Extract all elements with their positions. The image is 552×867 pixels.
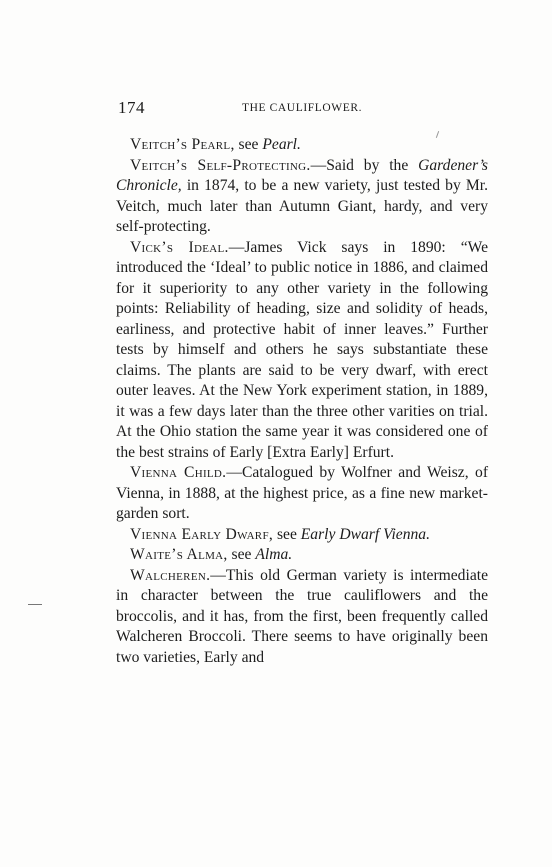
entry-text: see	[227, 546, 256, 563]
body-text	[116, 135, 488, 668]
entry-term: Vienna Early Dwarf,	[130, 525, 274, 543]
entry-vienna-early-dwarf	[116, 525, 488, 546]
entry-veitchs-pearl	[116, 135, 488, 156]
running-head: THE CAULIFLOWER.	[242, 102, 363, 114]
entry-waites-alma	[116, 545, 488, 566]
entry-vienna-child	[116, 463, 488, 525]
entry-text: —Said by the	[310, 156, 419, 174]
italic-reference: Pearl.	[262, 136, 301, 153]
entry-text: see	[273, 525, 301, 543]
italic-reference: Early Dwarf Vienna.	[300, 525, 430, 543]
entry-text: —James Vick says in 1890: “We introduced the ‘Ideal’ to public notice in 1886, and claimed for it superiority to any other variety in the following points: Reliability of heading, size and solidity of heads, earliness, and protective habit of inner leaves.” Further tests by himself and others he says substantiate these claims. The plants are said to be very dwarf, with erect outer leaves. At the New York experiment station, in 1889, it was a few days later than the three other varities on trial. At the Ohio station the same year it was considered one of the best strains of Early [Extra Early] Erfurt.	[116, 238, 488, 461]
entry-veitchs-self-protecting	[116, 156, 488, 238]
entry-text: —Catalogued by Wolfner and Weisz, of Vienna, in 1888, at the highest price, as a fine new market-garden sort.	[116, 464, 489, 522]
entry-walcheren	[116, 566, 488, 669]
margin-mark	[28, 604, 42, 605]
entry-text: see	[234, 136, 263, 153]
page-number: 174	[118, 98, 145, 117]
entry-term: Veitch’s Pearl,	[130, 136, 235, 153]
entry-term: Waite’s Alma,	[130, 546, 228, 563]
page-header	[118, 98, 486, 120]
entry-text: in 1874, to be a new variety, just tested by Mr. Veitch, much later than Autumn Giant, hardy, and very self-protecting.	[116, 177, 488, 235]
entry-term: Walcheren.	[130, 566, 211, 584]
entry-vicks-ideal	[116, 238, 488, 464]
entry-term: Veitch’s Self-Protecting.	[130, 156, 311, 174]
entry-term: Vick’s Ideal.	[130, 238, 229, 256]
italic-reference: Gardener’s Chronicle,	[116, 156, 488, 194]
entry-term: Vienna Child.	[130, 464, 227, 481]
entry-text: —This old German variety is intermediate in character between the true cauliflowers and the broccolis, and it has, from the first, been frequently called Walcheren Broccoli. There seems to have originally been two varieties, Early and	[116, 566, 488, 666]
italic-reference: Alma.	[255, 546, 293, 563]
